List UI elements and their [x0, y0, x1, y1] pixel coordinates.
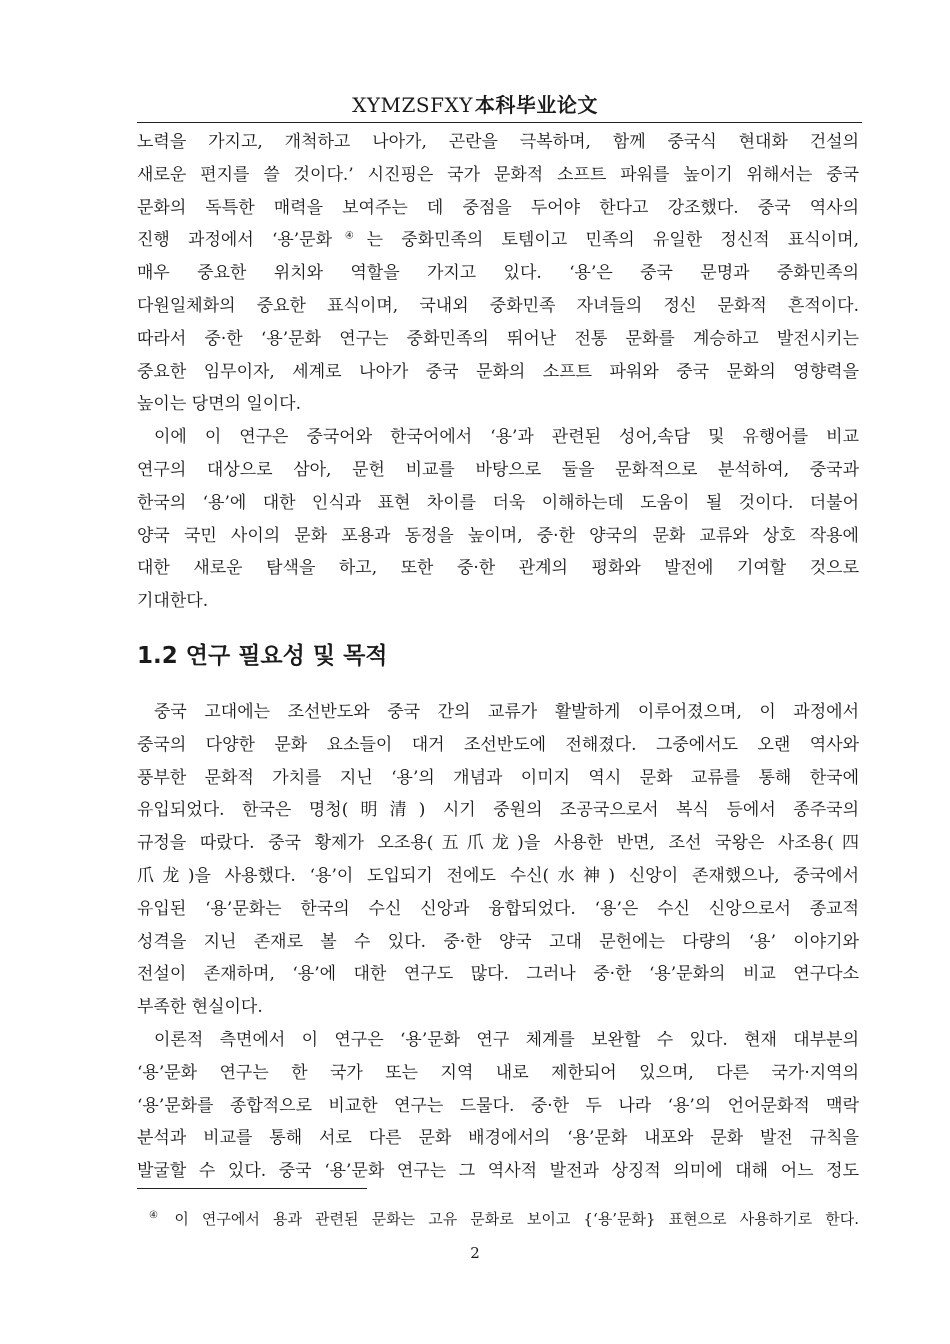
paragraph	[137, 696, 859, 1024]
text-line: 새로운 편지를 쓸 것이다.’ 시진핑은 국가 문화적 소프트 파워를 높이기 위해서는 중국	[137, 164, 859, 185]
paragraph	[137, 421, 859, 618]
text-line: 따라서 중·한 ‘용’문화 연구는 중화민족의 뛰어난 전통 문화를 계승하고 발전시키는	[137, 328, 859, 349]
text-line: 분석과 비교를 통해 서로 다른 문화 배경에서의 ‘용’문화 내포와 문화 발전 규칙을	[137, 1128, 859, 1149]
text-line: 발굴할 수 있다. 중국 ‘용’문화 연구는 그 역사적 발전과 상징적 의미에 대해 어느 정도	[137, 1161, 859, 1182]
text-line: 다원일체화의 중요한 표식이며, 국내외 중화민족 자녀들의 정신 문화적 흔적이다.	[137, 295, 859, 316]
footnote	[137, 1205, 859, 1230]
text-line: 이론적 측면에서 이 연구은 ‘용’문화 연구 체계를 보완할 수 있다. 현재 대부분의	[154, 1029, 859, 1050]
footnote-rule	[137, 1188, 367, 1189]
text-line: 높이는 당면의 일이다.	[137, 394, 302, 415]
footnote-ref[interactable]: ④	[332, 230, 367, 242]
text-line: 이에 이 연구은 중국어와 한국어에서 ‘용’과 관련된 성어,속담 및 유행어를 비교	[154, 427, 859, 448]
text-line: 한국의 ‘용’에 대한 인식과 표현 차이를 더욱 이해하는데 도움이 될 것이다. 더불어	[137, 492, 859, 513]
text-line: 爪龙)을 사용했다. ‘용’이 도입되기 전에도 수신(水神) 신앙이 존재했으나, 중국에서	[137, 865, 859, 886]
text-line: 중국 고대에는 조선반도와 중국 간의 교류가 활발하게 이루어졌으며, 이 과정에서	[154, 701, 859, 722]
text-line: 전설이 존재하며, ‘용’에 대한 연구도 많다. 그러나 중·한 ‘용’문화의 비교 연구다소	[137, 964, 859, 985]
text-line: 매우 중요한 위치와 역할을 가지고 있다. ‘용’은 중국 문명과 중화민족의	[137, 263, 859, 284]
spacer	[137, 672, 859, 696]
text-line: 기대한다.	[137, 591, 209, 612]
spacer	[137, 618, 859, 640]
paragraph	[137, 126, 859, 421]
paragraph	[137, 1024, 859, 1188]
text-line: ‘용’문화 연구는 한 국가 또는 지역 내로 제한되어 있으며, 다른 국가·지역의	[137, 1062, 859, 1083]
section-heading: 1.2 연구 필요성 및 목적	[137, 642, 388, 669]
text-line: 중국의 다양한 문화 요소들이 대거 조선반도에 전해졌다. 그중에서도 오랜 역사와	[137, 734, 859, 755]
text-line: 중요한 임무이자, 세계로 나아가 중국 문화의 소프트 파워와 중국 문화의 영향력을	[137, 361, 859, 382]
text-span: 는 중화민족의 토템이고 민족의 유일한 정신적 표식이며,	[366, 230, 859, 251]
text-line: ‘용’문화를 종합적으로 비교한 연구는 드물다. 중·한 두 나라 ‘용’의 언어문화적 맥락	[137, 1095, 859, 1116]
footnote-mark: ④	[149, 1210, 167, 1221]
header-title-latin: XYMZSFXY	[352, 93, 473, 117]
text-line: 양국 국민 사이의 문화 포용과 동정을 높이며, 중·한 양국의 문화 교류와 상호 작용에	[137, 525, 859, 546]
text-line: 부족한 현실이다.	[137, 997, 263, 1018]
text-line: 문화의 독특한 매력을 보여주는 데 중점을 두어야 한다고 강조했다. 중국 역사의	[137, 197, 859, 218]
text-span: 진행 과정에서 ‘용’문화	[137, 230, 333, 251]
text-line: 풍부한 문화적 가치를 지닌 ‘용’의 개념과 이미지 역시 문화 교류를 통해 한국에	[137, 767, 859, 788]
page-number: 2	[470, 1244, 480, 1262]
text-line	[137, 224, 859, 257]
header-rule	[137, 122, 862, 123]
footnote-text: 이 연구에서 용과 관련된 문화는 고유 문화로 보이고 {‘용’문화} 표현으로 사용하기로 한다.	[174, 1210, 860, 1228]
text-line: 규정을 따랐다. 중국 황제가 오조용(五爪龙)을 사용한 반면, 조선 국왕은 사조용(四	[137, 833, 859, 854]
text-line: 유입되었다. 한국은 명청(明清) 시기 중원의 조공국으로서 복식 등에서 종주국의	[137, 800, 859, 821]
text-line: 대한 새로운 탐색을 하고, 또한 중·한 관계의 평화와 발전에 기여할 것으로	[137, 558, 859, 579]
text-line: 노력을 가지고, 개척하고 나아가, 곤란을 극복하며, 함께 중국식 현대화 건설의	[137, 132, 859, 152]
text-line: 유입된 ‘용’문화는 한국의 수신 신앙과 융합되었다. ‘용’은 수신 신앙으로서 종교적	[137, 898, 859, 919]
text-line: 연구의 대상으로 삼아, 문헌 비교를 바탕으로 둘을 문화적으로 분석하여, 중국과	[137, 459, 859, 480]
running-header	[0, 92, 950, 118]
header-title-cn: 本科毕业论文	[474, 93, 598, 117]
text-line: 성격을 지닌 존재로 볼 수 있다. 중·한 양국 고대 문헌에는 다량의 ‘용’ 이야기와	[137, 931, 859, 952]
body-text	[137, 126, 859, 1188]
